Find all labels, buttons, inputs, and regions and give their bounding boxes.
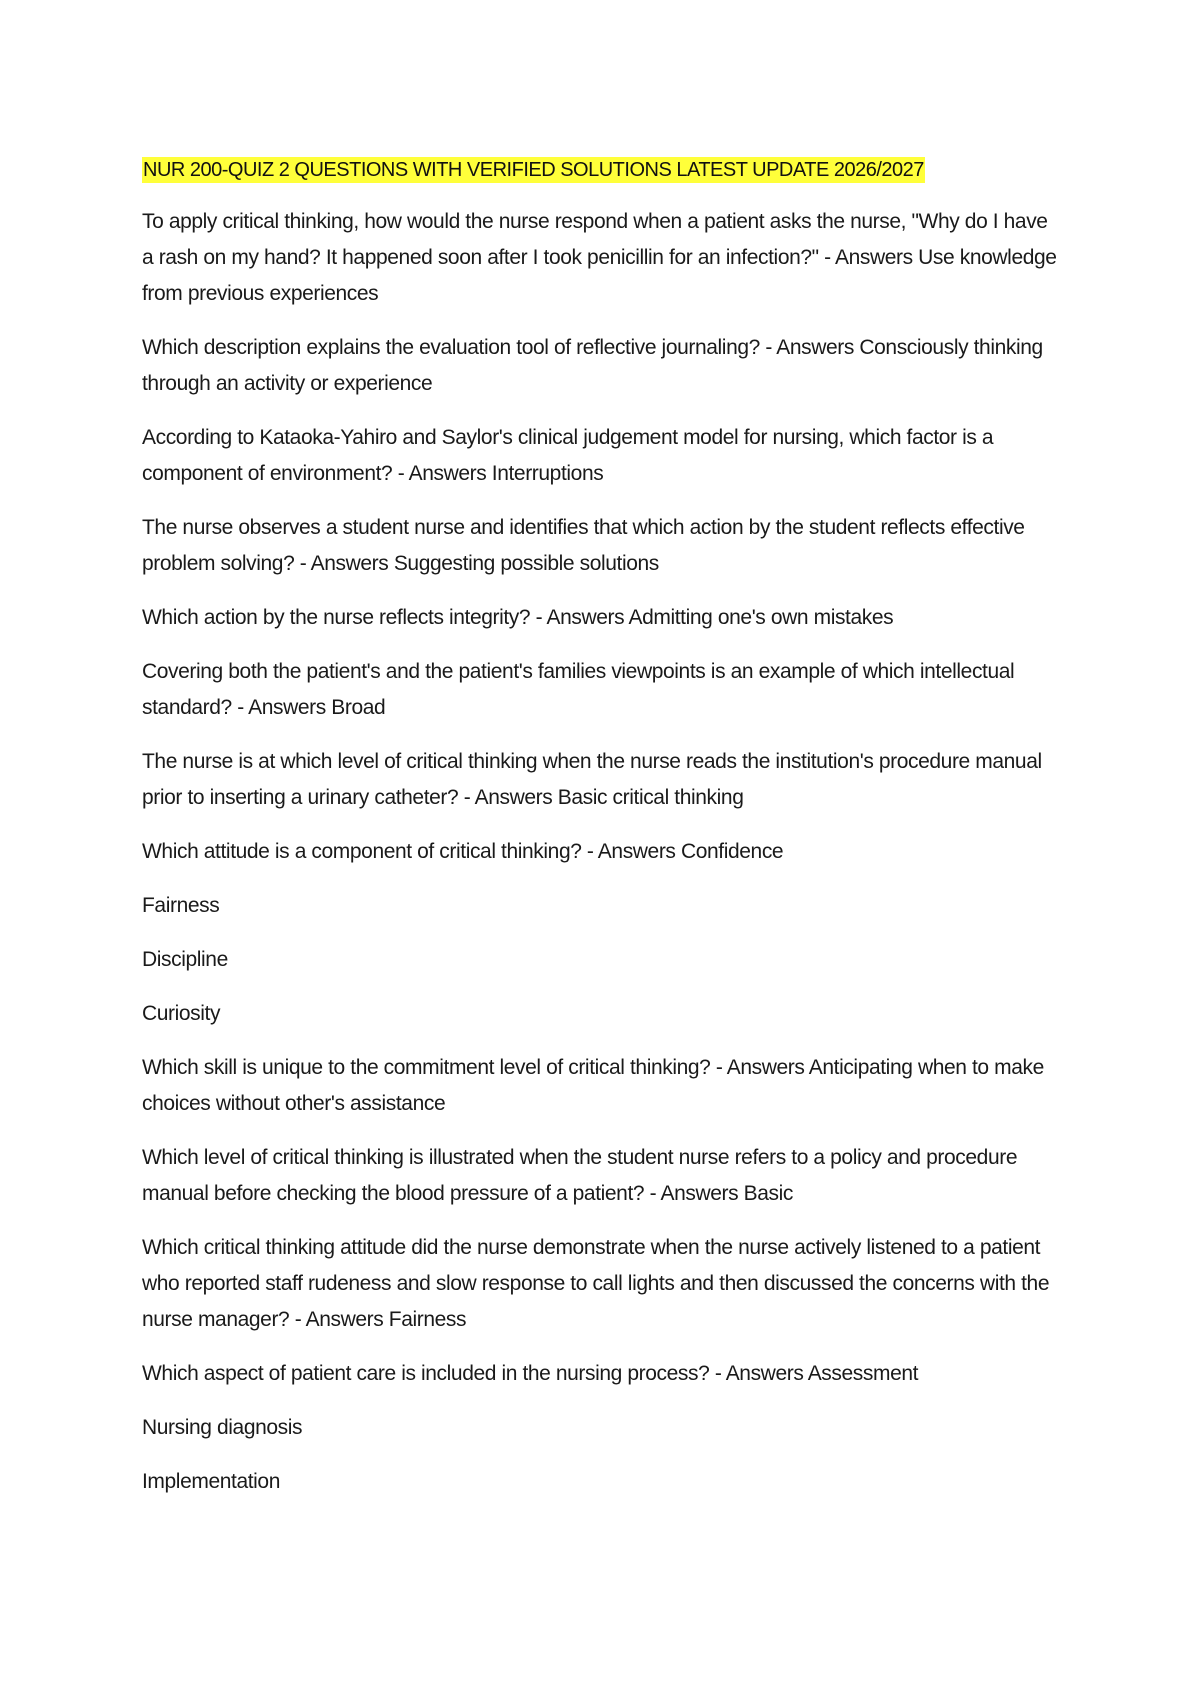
qa-paragraph-2: Which description explains the evaluation tool of reflective journaling? - Answers Consciously thinking through an activity or experience — [142, 336, 1043, 395]
document-page — [142, 152, 1062, 1518]
qa-paragraph-11: Which critical thinking attitude did the nurse demonstrate when the nurse actively listened to a patient who reported staff rudeness and slow response to call lights and then discussed the concerns with the nurse manager? - Answers Fairness — [142, 1236, 1050, 1331]
option-line-4: Nursing diagnosis — [142, 1416, 303, 1439]
title-line — [142, 152, 1062, 190]
document-title: NUR 200-QUIZ 2 QUESTIONS WITH VERIFIED SOLUTIONS LATEST UPDATE 2026/2027 — [143, 159, 924, 181]
qa-paragraph-10: Which level of critical thinking is illustrated when the student nurse refers to a policy and procedure manual before checking the blood pressure of a patient? - Answers Basic — [142, 1146, 1018, 1205]
qa-paragraph-3: According to Kataoka-Yahiro and Saylor's clinical judgement model for nursing, which factor is a component of environment? - Answers Interruptions — [142, 426, 994, 485]
qa-paragraph-9: Which skill is unique to the commitment level of critical thinking? - Answers Anticipating when to make choices without other's assistance — [142, 1056, 1044, 1115]
option-line-5: Implementation — [142, 1470, 280, 1493]
qa-paragraph-12: Which aspect of patient care is included in the nursing process? - Answers Assessment — [142, 1362, 919, 1385]
qa-paragraph-6: Covering both the patient's and the patient's families viewpoints is an example of which intellectual standard? - Answers Broad — [142, 660, 1015, 719]
qa-paragraph-7: The nurse is at which level of critical thinking when the nurse reads the institution's procedure manual prior to inserting a urinary catheter? - Answers Basic critical thinking — [142, 750, 1042, 809]
option-line-3: Curiosity — [142, 1002, 221, 1025]
qa-paragraph-1: To apply critical thinking, how would the nurse respond when a patient asks the nurse, "Why do I have a rash on my hand? It happened soon after I took penicillin for an infection?" - Answers Use knowledge from previous experiences — [142, 210, 1057, 305]
qa-paragraph-4: The nurse observes a student nurse and identifies that which action by the student reflects effective problem solving? - Answers Suggesting possible solutions — [142, 516, 1025, 575]
option-line-2: Discipline — [142, 948, 228, 971]
qa-paragraph-8: Which attitude is a component of critical thinking? - Answers Confidence — [142, 840, 784, 863]
qa-paragraph-5: Which action by the nurse reflects integrity? - Answers Admitting one's own mistakes — [142, 606, 894, 629]
option-line-1: Fairness — [142, 894, 220, 917]
